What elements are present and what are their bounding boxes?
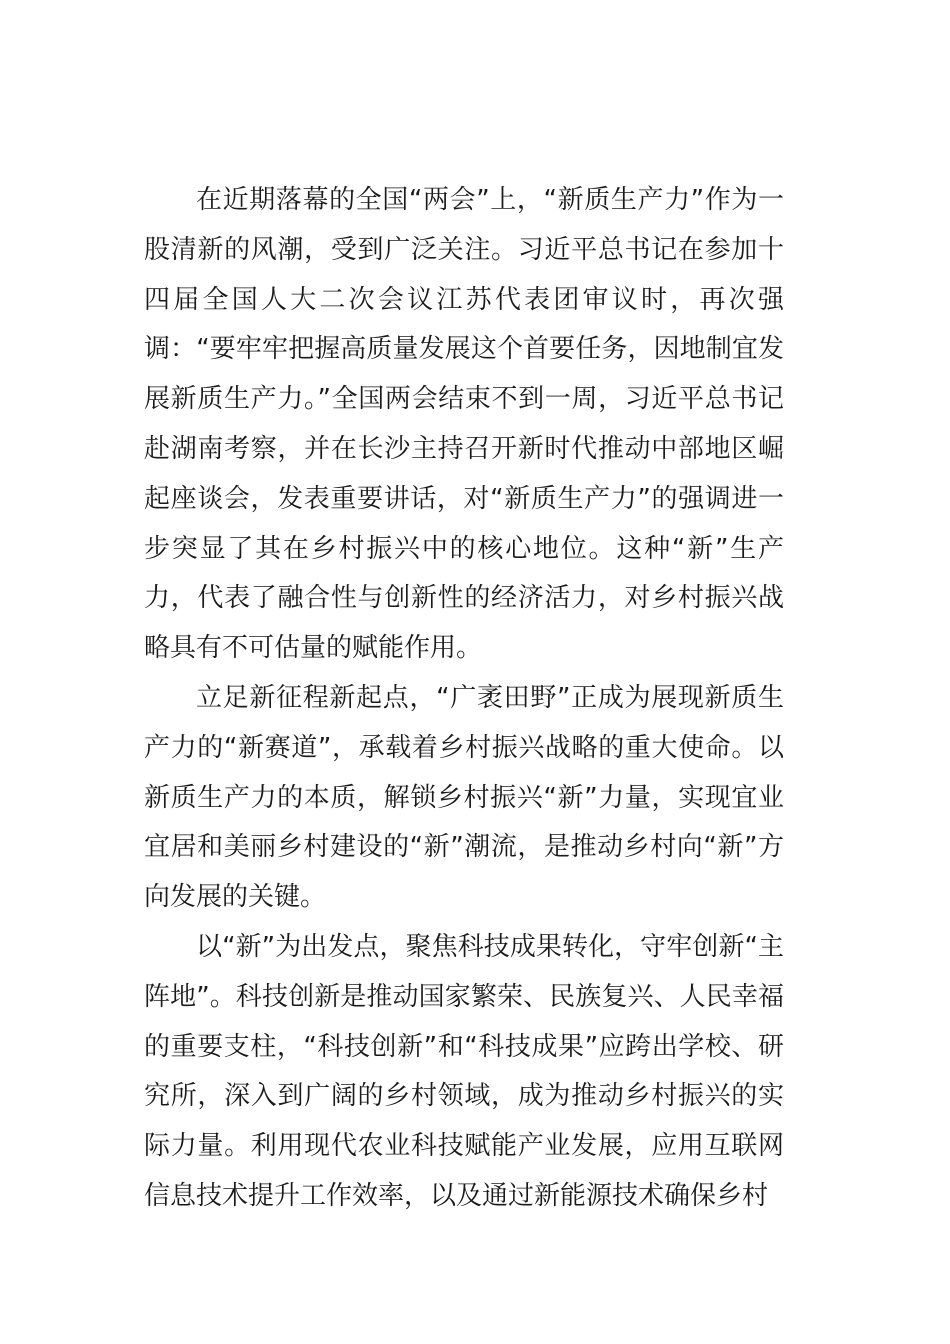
document-body: [144, 176, 784, 1222]
paragraph-2: 立足新征程新起点，“广袤田野”正成为展现新质生产力的“新赛道”，承载着乡村振兴战略的重大使命。以新质生产力的本质，解锁乡村振兴“新”力量，实现宜业宜居和美丽乡村建设的“新”潮流，是推动乡村向“新”方向发展的关键。: [144, 682, 784, 913]
paragraph-3: 以“新”为出发点，聚焦科技成果转化，守牢创新“主阵地”。科技创新是推动国家繁荣、民族复兴、人民幸福的重要支柱，“科技创新”和“科技成果”应跨出学校、研究所，深入到广阔的乡村领域，成为推动乡村振兴的实际力量。利用现代农业科技赋能产业发展，应用互联网信息技术提升工作效率，以及通过新能源技术确保乡村: [144, 931, 784, 1211]
paragraph-1: 在近期落幕的全国“两会”上，“新质生产力”作为一股清新的风潮，受到广泛关注。习近平总书记在参加十四届全国人大二次会议江苏代表团审议时，再次强调：“要牢牢把握高质量发展这个首要任务，因地制宜发展新质生产力。”全国两会结束不到一周，习近平总书记赴湖南考察，并在长沙主持召开新时代推动中部地区崛起座谈会，发表重要讲话，对“新质生产力”的强调进一步突显了其在乡村振兴中的核心地位。这种“新”生产力，代表了融合性与创新性的经济活力，对乡村振兴战略具有不可估量的赋能作用。: [144, 185, 784, 664]
